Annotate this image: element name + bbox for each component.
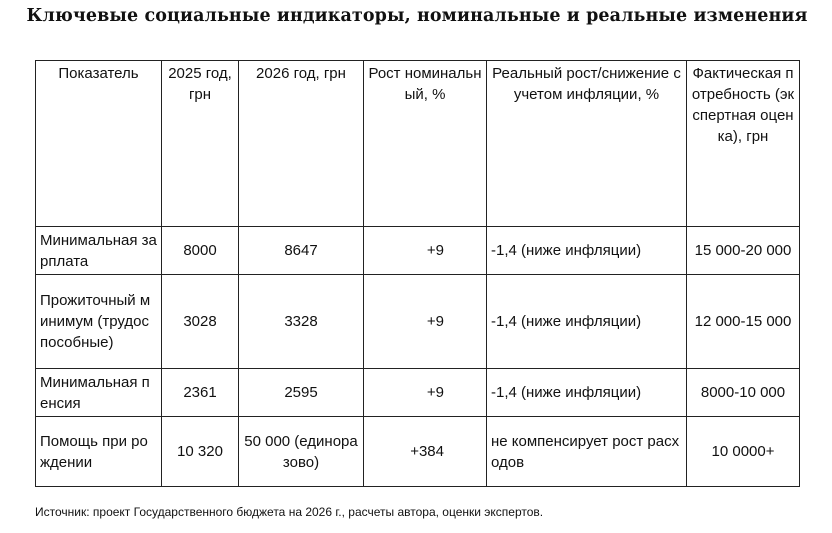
cell-indicator: Минимальная зарплата: [36, 227, 162, 275]
cell-actual-need: 8000-10 000: [687, 369, 800, 417]
header-indicator: Показатель: [36, 61, 162, 227]
header-2026: 2026 год, грн: [239, 61, 364, 227]
header-2025: 2025 год, грн: [162, 61, 239, 227]
cell-real-growth: -1,4 (ниже инфляции): [487, 227, 687, 275]
cell-indicator: Помощь при рождении: [36, 417, 162, 487]
cell-2026: 3328: [239, 275, 364, 369]
cell-actual-need: 10 0000+: [687, 417, 800, 487]
cell-nominal-growth: +9: [364, 227, 487, 275]
cell-2025: 10 320: [162, 417, 239, 487]
cell-actual-need: 15 000-20 000: [687, 227, 800, 275]
header-actual-need: Фактическая потребность (экспертная оценка), грн: [687, 61, 800, 227]
cell-nominal-growth: +9: [364, 275, 487, 369]
table-row: [36, 275, 800, 369]
table-row: [36, 227, 800, 275]
cell-nominal-growth: +384: [364, 417, 487, 487]
cell-real-growth: не компенсирует рост расходов: [487, 417, 687, 487]
table-header-row: [36, 61, 800, 227]
cell-2025: 2361: [162, 369, 239, 417]
table-row: [36, 369, 800, 417]
table-row: [36, 417, 800, 487]
cell-2025: 8000: [162, 227, 239, 275]
cell-2026: 50 000 (единоразово): [239, 417, 364, 487]
cell-indicator: Минимальная пенсия: [36, 369, 162, 417]
source-note: Источник: проект Государственного бюджета на 2026 г., расчеты автора, оценки экспертов.: [35, 505, 544, 519]
header-real-growth: Реальный рост/снижение с учетом инфляции, %: [487, 61, 687, 227]
cell-indicator: Прожиточный минимум (трудоспособные): [36, 275, 162, 369]
cell-2026: 2595: [239, 369, 364, 417]
table-title: Ключевые социальные индикаторы, номинальные и реальные изменения: [26, 6, 808, 26]
cell-2026: 8647: [239, 227, 364, 275]
cell-real-growth: -1,4 (ниже инфляции): [487, 369, 687, 417]
header-nominal-growth: Рост номинальный, %: [364, 61, 487, 227]
cell-nominal-growth: +9: [364, 369, 487, 417]
cell-2025: 3028: [162, 275, 239, 369]
indicators-table: [35, 60, 800, 487]
cell-real-growth: -1,4 (ниже инфляции): [487, 275, 687, 369]
cell-actual-need: 12 000-15 000: [687, 275, 800, 369]
